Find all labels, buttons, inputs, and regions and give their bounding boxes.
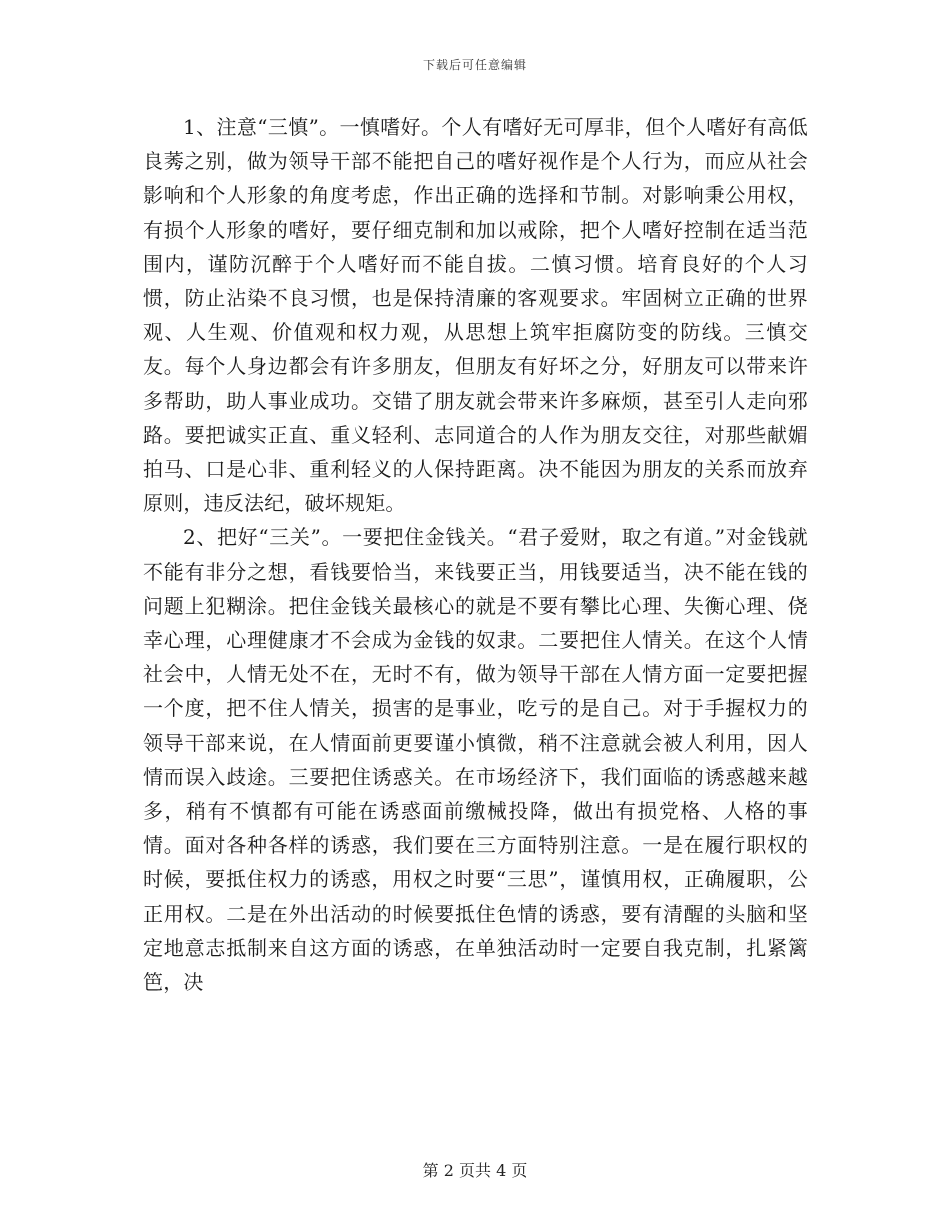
document-body bbox=[143, 110, 808, 999]
page-number: 第 2 页共 4 页 bbox=[422, 1161, 528, 1180]
paragraph-1: 1、注意“三慎”。一慎嗜好。个人有嗜好无可厚非，但个人嗜好有高低良莠之别，做为领导干部不能把自己的嗜好视作是个人行为，而应从社会影响和个人形象的角度考虑，作出正确的选择和节制。对影响秉公用权，有损个人形象的嗜好，要仔细克制和加以戒除，把个人嗜好控制在适当范围内，谨防沉醉于个人嗜好而不能自拔。二慎习惯。培育良好的个人习惯，防止沾染不良习惯，也是保持清廉的客观要求。牢固树立正确的世界观、人生观、价值观和权力观，从思想上筑牢拒腐防变的防线。三慎交友。每个人身边都会有许多朋友，但朋友有好坏之分，好朋友可以带来许多帮助，助人事业成功。交错了朋友就会带来许多麻烦，甚至引人走向邪路。要把诚实正直、重义轻利、志同道合的人作为朋友交往，对那些献媚拍马、口是心非、重利轻义的人保持距离。决不能因为朋友的关系而放弃原则，违反法纪，破坏规矩。 bbox=[143, 115, 808, 516]
paragraph-2: 2、把好“三关”。一要把住金钱关。“君子爱财，取之有道。”对金钱就不能有非分之想，看钱要恰当，来钱要正当，用钱要适当，决不能在钱的问题上犯糊涂。把住金钱关最核心的就是不要有攀比心理、失衡心理、侥幸心理，心理健康才不会成为金钱的奴隶。二要把住人情关。在这个人情社会中，人情无处不在，无时不有，做为领导干部在人情方面一定要把握一个度，把不住人情关，损害的是事业，吃亏的是自己。对于手握权力的领导干部来说，在人情面前更要谨小慎微，稍不注意就会被人利用，因人情而误入歧途。三要把住诱惑关。在市场经济下，我们面临的诱惑越来越多，稍有不慎都有可能在诱惑面前缴械投降，做出有损党格、人格的事情。面对各种各样的诱惑，我们要在三方面特别注意。一是在履行职权的时候，要抵住权力的诱惑，用权之时要“三思”，谨慎用权，正确履职，公正用权。二是在外出活动的时候要抵住色情的诱惑，要有清醒的头脑和坚定地意志抵制来自这方面的诱惑，在单独活动时一定要自我克制，扎紧篱笆，决 bbox=[143, 525, 808, 995]
page-header: 下载后可任意编辑 bbox=[422, 58, 527, 72]
